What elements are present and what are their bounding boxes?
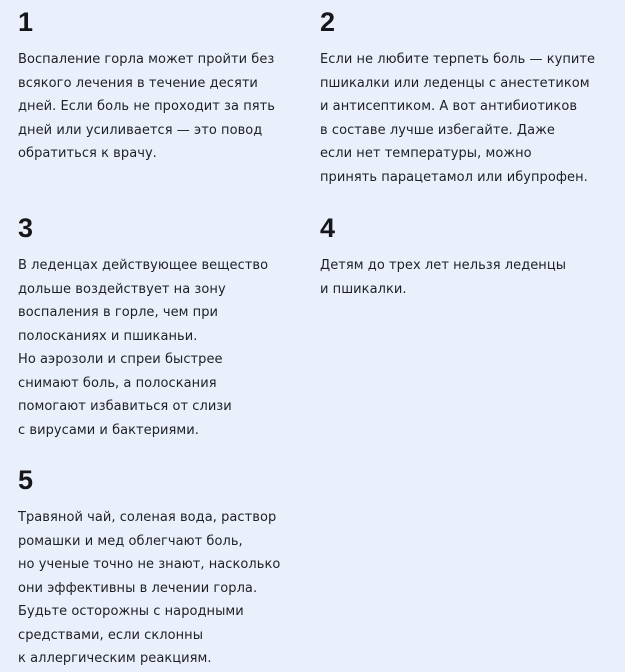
tip-line: В леденцах действующее вещество xyxy=(18,258,269,273)
tip-line: Будьте осторожны с народными xyxy=(18,604,244,619)
tip-text xyxy=(18,254,318,442)
tip-line: в составе лучше избегайте. Даже xyxy=(320,122,555,138)
tip-text xyxy=(320,254,620,301)
tip-number: 3 xyxy=(18,213,34,243)
tip-line: средствами, если склонны xyxy=(18,627,204,643)
tip-line: Детям до трех лет нельзя леденцы xyxy=(320,258,567,273)
tip-line: принять парацетамол или ибупрофен. xyxy=(320,169,588,185)
tip-card-2 xyxy=(320,8,620,189)
tip-text xyxy=(320,48,620,189)
tip-card-4 xyxy=(320,214,620,301)
tip-line: дольше воздействует на зону xyxy=(18,281,226,297)
tip-line: Но аэрозоли и спреи быстрее xyxy=(18,352,223,367)
tip-text xyxy=(18,506,318,671)
tip-line: Воспаление горла может пройти без xyxy=(18,52,275,67)
tip-line: воспаления в горле, чем при xyxy=(18,305,219,320)
tip-line: если нет температуры, можно xyxy=(320,146,532,161)
tip-number: 5 xyxy=(18,465,34,495)
tip-line: обратиться к врачу. xyxy=(18,146,157,161)
tip-card-5 xyxy=(18,466,318,671)
tip-line: но ученые точно не знают, насколько xyxy=(18,557,281,572)
tip-line: дней или усиливается — это повод xyxy=(18,122,263,138)
tip-line: Травяной чай, соленая вода, раствор xyxy=(18,510,277,525)
tip-line: и пшикалки. xyxy=(320,281,407,297)
tip-card-3 xyxy=(18,214,318,442)
tip-line: всякого лечения в течение десяти xyxy=(18,75,258,91)
tip-line: пшикалки или леденцы с анестетиком xyxy=(320,75,590,91)
tip-line: и антисептиком. А вот антибиотиков xyxy=(320,99,578,114)
tip-number: 4 xyxy=(320,213,336,243)
tip-line: дней. Если боль не проходит за пять xyxy=(18,99,275,114)
tip-line: Если не любите терпеть боль — купите xyxy=(320,52,596,67)
tip-card-1 xyxy=(18,8,318,166)
tip-number: 1 xyxy=(18,7,34,37)
tip-number: 2 xyxy=(320,7,336,37)
tip-line: ромашки и мед облегчают боль, xyxy=(18,533,243,549)
tip-line: они эффективны в лечении горла. xyxy=(18,580,258,596)
tip-line: снимают боль, а полоскания xyxy=(18,375,217,391)
tip-line: помогают избавиться от слизи xyxy=(18,399,232,414)
tip-line: к аллергическим реакциям. xyxy=(18,651,212,666)
tip-line: с вирусами и бактериями. xyxy=(18,422,199,438)
tip-text xyxy=(18,48,318,166)
tip-line: полосканиях и пшиканьи. xyxy=(18,328,198,344)
